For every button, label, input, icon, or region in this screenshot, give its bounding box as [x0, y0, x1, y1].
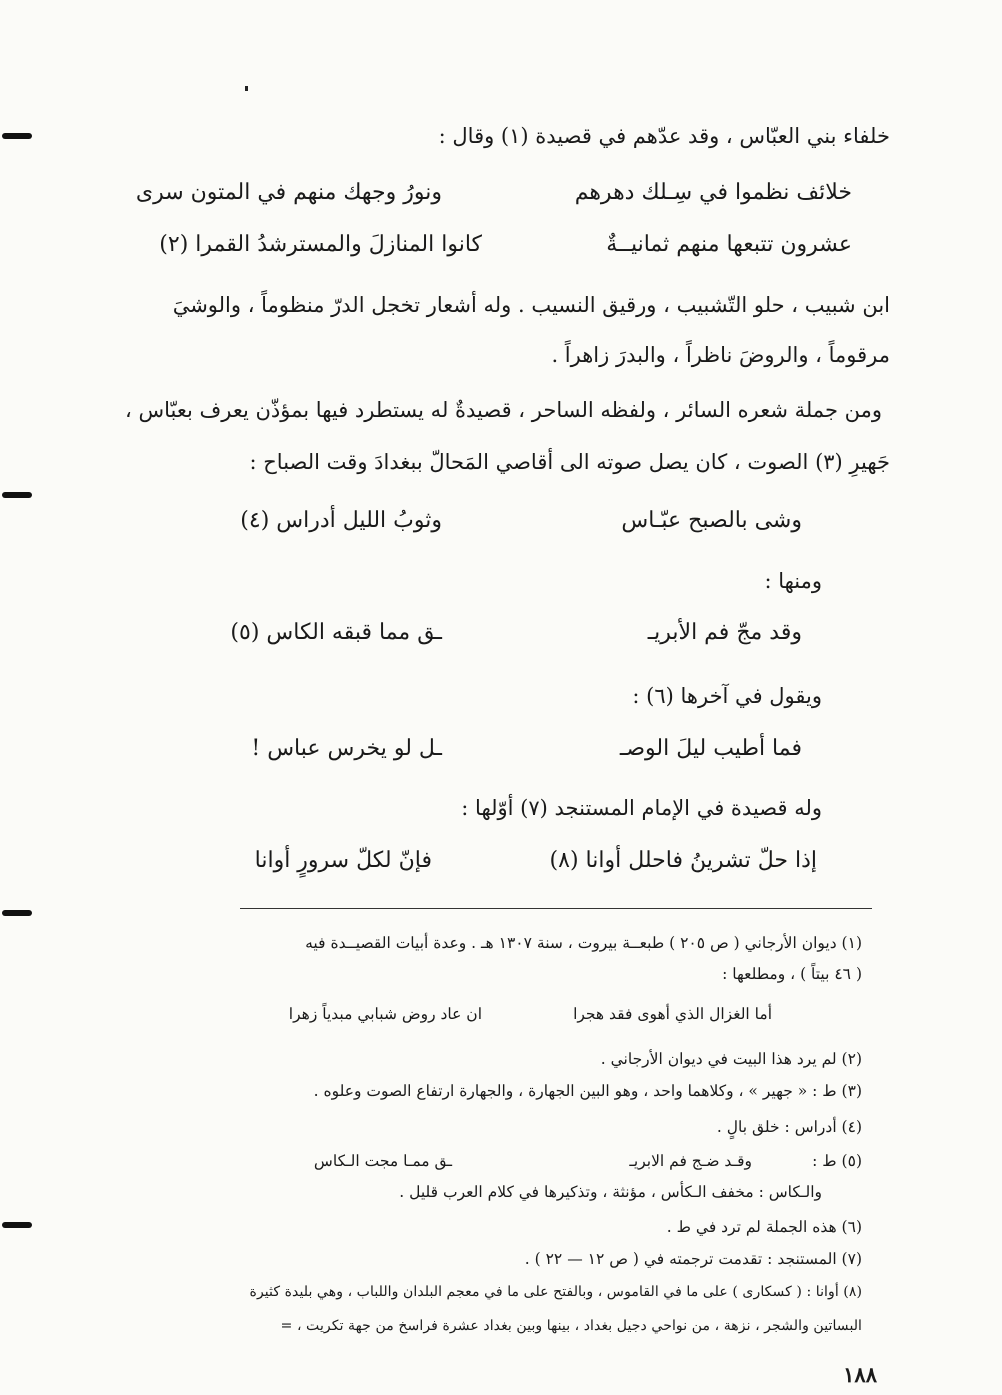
verse-second-hemistich: ونورُ وجهك منهم في المتون سرى [135, 180, 442, 205]
verse-second-hemistich: وثوبُ الليل أدراس (٤) [240, 508, 442, 533]
footnote: (٣) ط : « جهير » ، وكلاهما واحد ، وهو البين الجهارة ، والجهارة ارتفاع الصوت وعلوه . [313, 1082, 862, 1100]
body-line: ومن جملة شعره السائر ، ولفظه الساحر ، قصيدةٌ له يستطرد فيها بمؤذّن يعرف بعبّاس ، [125, 398, 882, 422]
footnote-verse-first: أما الغزال الذي أهوى فقد هجرا [573, 1005, 772, 1023]
verse-first-hemistich: فما أطيب ليلَ الوصـ [619, 736, 802, 761]
footnote-label: (٥) ط : [812, 1152, 862, 1170]
margin-mark [2, 910, 32, 916]
verse-second-hemistich: ـل لو يخرس عباس ! [251, 736, 442, 761]
footnote-divider [240, 908, 872, 909]
body-line: وله قصيدة في الإمام المستنجد (٧) أوّلها : [461, 796, 822, 820]
footnote: (٧) المستنجد : تقدمت ترجمته في ( ص ١٢ — ٢٢ ) . [524, 1250, 862, 1268]
footnote-verse-second: ـق ممـا مجت الـكاس [313, 1152, 452, 1170]
verse-first-hemistich: خلائف نظموا في سِـلك دهرهم [574, 180, 852, 205]
body-line: ومنها : [764, 569, 822, 593]
body-line: ويقول في آخرها (٦) : [632, 684, 822, 708]
verse-first-hemistich: عشرون تتبعها منهم ثمانيــةٌ [606, 232, 852, 257]
margin-mark [2, 492, 32, 498]
body-line: ابن شبيب ، حلو التّشبيب ، ورقيق النسيب . وله أشعار تخجل الدرّ منظوماً ، والوشيَ [172, 293, 890, 317]
verse-second-hemistich: ـق مما قبقه الكاس (٥) [230, 620, 442, 645]
body-line: جَهيرِ (٣) الصوت ، كان يصل صوته الى أقاصي المَحالّ ببغدادَ وقت الصباح : [249, 450, 890, 474]
footnote: (٢) لم يرد هذا البيت في ديوان الأرجاني . [600, 1050, 862, 1068]
footnote: البساتين والشجر ، نزهة ، من نواحي دجيل بغداد ، بينها وبين بغداد عشرة فراسخ من جهة تكريت ، = [280, 1318, 862, 1334]
footnote: والـكاس : مخفف الـكأس ، مؤنثة ، وتذكيرها في كلام العرب قليل . [399, 1183, 822, 1201]
page-number: ١٨٨ [843, 1362, 877, 1387]
ink-speck [245, 86, 248, 91]
margin-mark [2, 1222, 32, 1228]
footnote: (١) ديوان الأرجاني ( ص ٢٠٥ ) طبعــة بيروت ، سنة ١٣٠٧ هـ . وعدة أبيات القصيــدة فيه [305, 934, 862, 952]
body-line: مرقوماً ، والروضَ ناظراً ، والبدرَ زاهراً . [551, 343, 890, 367]
footnote-verse-second: ان عاد روض شبابي مبدياً زهرا [288, 1005, 482, 1023]
verse-first-hemistich: إذا حلّ تشرينُ فاحلل أوانا (٨) [549, 848, 817, 873]
footnote: (٦) هذه الجملة لم ترد في ط . [666, 1218, 862, 1236]
verse-first-hemistich: وقد مجّ فم الأبريـ [647, 620, 802, 645]
footnote-verse-first: وقـد ضـج فم الابريـ [629, 1152, 752, 1170]
verse-second-hemistich: فإنّ لكلّ سرورٍ أوانا [254, 848, 432, 873]
footnote: ( ٤٦ بيتاً ) ، ومطلعها : [722, 965, 862, 983]
margin-mark [2, 133, 32, 139]
body-line: خلفاء بني العبّاس ، وقد عدّهم في قصيدة (١) وقال : [438, 124, 890, 148]
footnote: (٤) أدراس : خلق بالٍ . [716, 1118, 862, 1136]
footnote: (٨) أوانا : ( كسكارى ) على ما في القاموس ، وبالفتح على ما في معجم البلدان واللباب ، وهي بليدة كثيرة [249, 1284, 862, 1300]
verse-second-hemistich: كانوا المنازلَ والمسترشدُ القمرا (٢) [159, 232, 482, 257]
verse-first-hemistich: وشى بالصبح عبّـاس [621, 508, 802, 533]
